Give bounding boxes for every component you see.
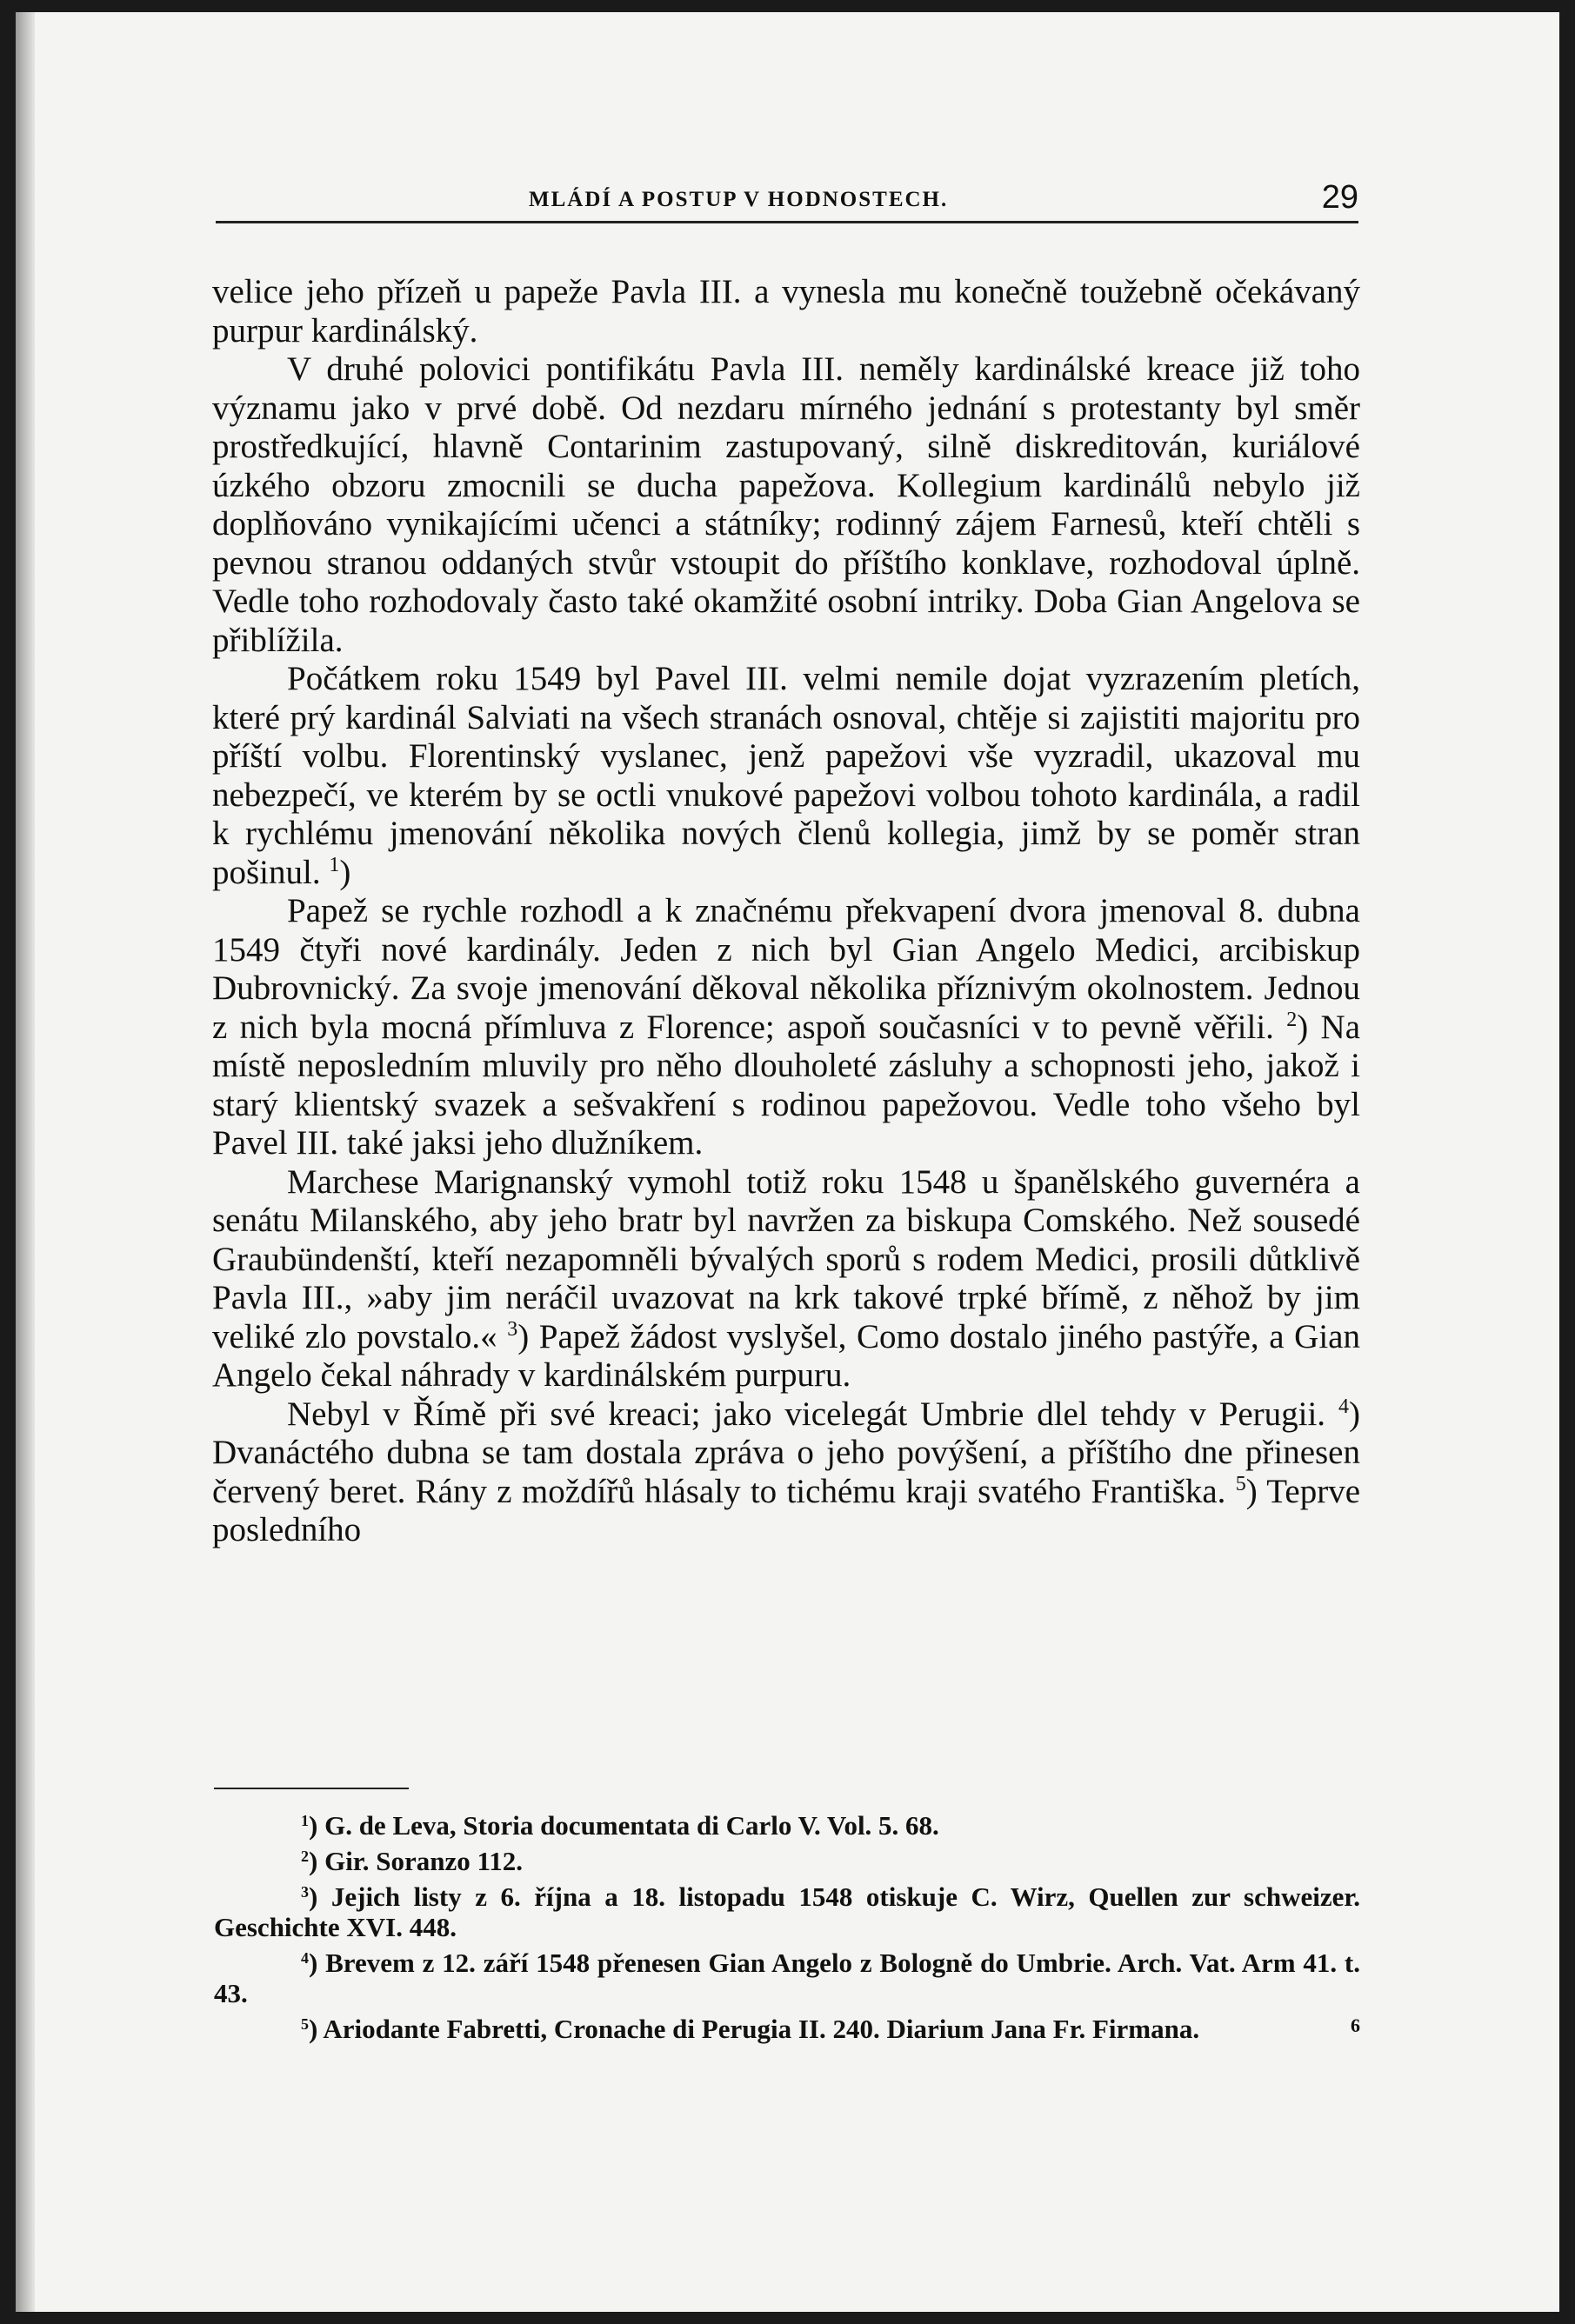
paragraph: V druhé polovici pontifikátu Pavla III. neměly kardinálské kreace již toho významu jako v prvé době. Od nezdaru mírného jednání s protestanty byl směr prostředkující, hlavně Contarinim zastupovaný, silně diskreditován, kuriálové úzkého obzoru zmocnili se ducha papežova. Kollegium kardinálů nebylo již doplňováno vynikajícími učenci a státníky; rodinný zájem Farnesů, kteří chtěli s pevnou stranou oddaných stvůr vstoupit do příštího konklave, rozhodoval úplně. Vedle toho rozhodovaly často také okamžité osobní intriky. Doba Gian Angelova se přiblížila. [212, 350, 1360, 659]
main-text [212, 273, 1360, 1550]
footnote: $^3$) Jejich listy z 6. října a 18. listopadu 1548 otiskuje C. Wirz, Quellen zur schweizer. Geschichte XVI. 448. [214, 1881, 1361, 1942]
paragraph: Marchese Marignanský vymohl totiž roku 1548 u španělského guvernéra a senátu Milanského, aby jeho bratr byl navržen za biskupa Comského. Než sousedé Graubündenští, kteří nezapomněli bývalých sporů s rodem Medici, prosili důtklivě Pavla III., »aby jim neráčil uvazovat na krk takové trpké břímě, z něhož by jim veliké zlo povstalo.« $^3$) Papež žádost vyslyšel, Como dostalo jiného pastýře, a Gian Angelo čekal náhrady v kardinálském purpuru. [212, 1162, 1360, 1394]
footnotes [214, 1810, 1360, 2049]
page-gutter-shadow [16, 12, 35, 2312]
book-page [16, 12, 1559, 2312]
footnote-ref: 1 [329, 853, 340, 876]
paragraph: Nebyl v Římě při své kreaci; jako vicelegát Umbrie dlel tehdy v Perugii. $^4$) Dvanáctého dubna se tam dostala zpráva o jeho povýšení, a příštího dne přinesen červený beret. Rány z moždířů hlásaly to tichému kraji svatého Františka. $^5$) Teprve posledního [212, 1395, 1361, 1548]
footnote: $^5$) Ariodante Fabretti, Cronache di Perugia II. 240. Diarium Jana Fr. Firmana. 6 [214, 2014, 1360, 2044]
page-number: 29 [1321, 179, 1358, 216]
running-head: MLÁDÍ A POSTUP V HODNOSTECH. [529, 188, 949, 211]
footnote: $^1$) G. de Leva, Storia documentata di Carlo V. Vol. 5. 68. [301, 1810, 939, 1841]
footnote-ref: 5 [1235, 1472, 1246, 1495]
paragraph: Papež se rychle rozhodl a k značnému překvapení dvora jmenoval 8. dubna 1549 čtyři nové kardinály. Jeden z nich byl Gian Angelo Medici, arcibiskup Dubrovnický. Za svoje jmenování děkoval několika příznivým okolnostem. Jednou z nich byla mocná přímluva z Florence; aspoň současníci v to pevně věřili. $^2$) Na místě neposledním mluvily pro něho dlouholeté zásluhy a schopnosti jeho, jakož i starý klientský svazek a sešvakření s rodinou papežovou. Vedle toho všeho byl Pavel III. také jaksi jeho dlužníkem. [212, 892, 1361, 1162]
footnote: $^2$) Gir. Soranzo 112. [301, 1846, 524, 1876]
footnote-divider [214, 1788, 409, 1789]
signature-mark: 6 [1351, 2014, 1360, 2036]
footnote: $^4$) Brevem z 12. září 1548 přenesen Gian Angelo z Bologně do Umbrie. Arch. Vat. Arm 41. t. 43. [214, 1948, 1361, 2008]
page-header [216, 179, 1358, 223]
paragraph: velice jeho přízeň u papeže Pavla III. a vynesla mu konečně toužebně očekávaný purpur kardinálský. [212, 273, 1360, 350]
paragraph: Počátkem roku 1549 byl Pavel III. velmi nemile dojat vyzrazením pletích, které prý kardinál Salviati na všech stranách osnoval, chtěje si zajistiti majoritu pro příští volbu. Florentinský vyslanec, jenž papežovi vše vyzradil, ukazoval mu nebezpečí, ve kterém by se octli vnukové papežovi volbou tohoto kardinála, a radil k rychlému jmenování několika nových členů kollegia, jimž by se poměr stran pošinul. $^1$) [212, 660, 1360, 891]
footnote-ref: 4 [1338, 1395, 1350, 1418]
footnote-ref: 2 [1286, 1008, 1298, 1031]
footnote-ref: 3 [507, 1317, 518, 1341]
